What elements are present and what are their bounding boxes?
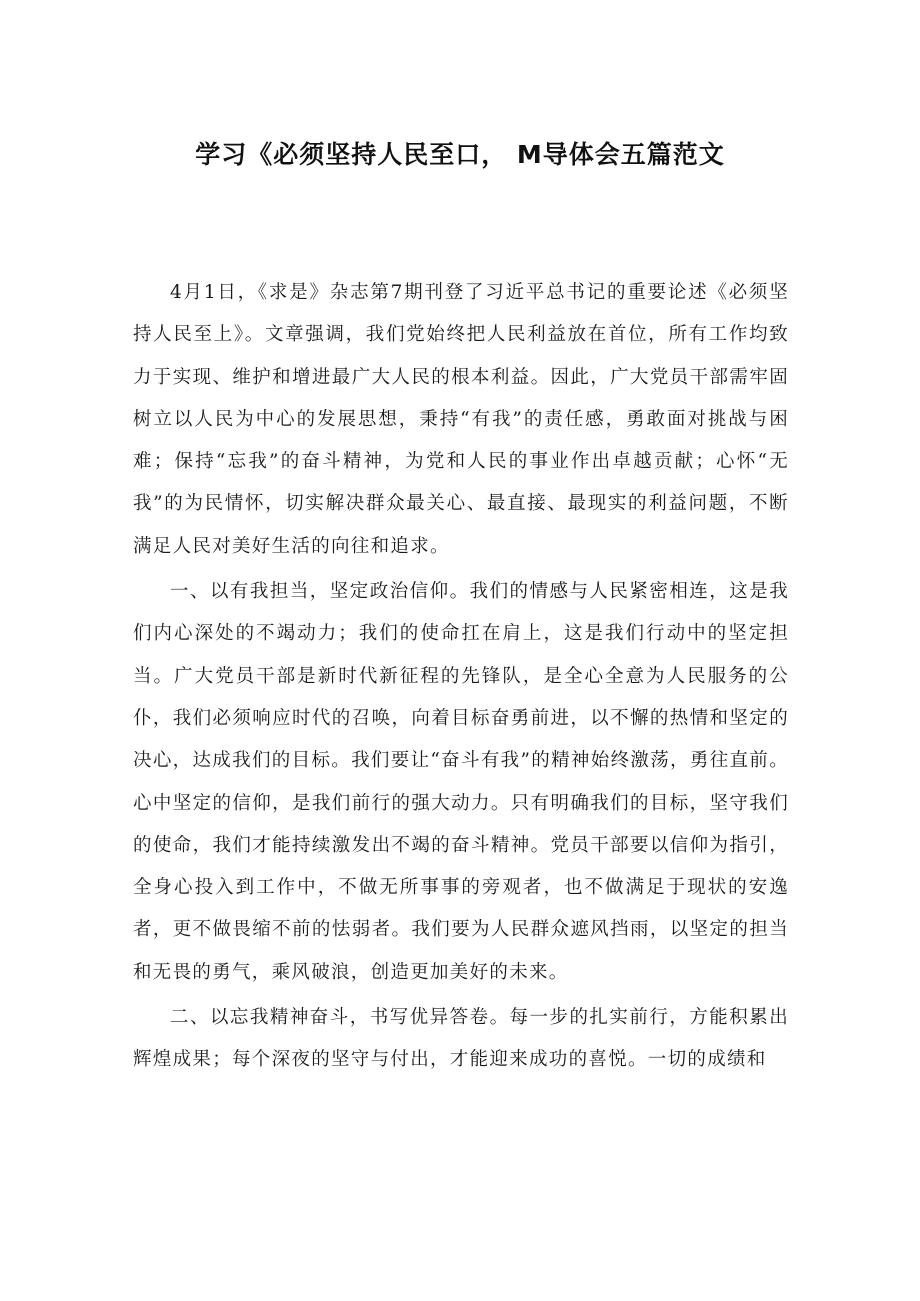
paragraph-section-two: 二、以忘我精神奋斗，书写优异答卷。每一步的扎实前行，方能积累出辉煌成果；每个深夜的坚守与付出，才能迎来成功的喜悦。一切的成绩和 (133, 1007, 789, 1071)
document-body (133, 272, 789, 1085)
document-title: 学习《必须坚持人民至口， M导体会五篇范文 (195, 140, 725, 169)
paragraph-intro: 4月1日，《求是》杂志第7期刊登了习近平总书记的重要论述《必须坚持人民至上》。文章强调，我们党始终把人民利益放在首位，所有工作均致力于实现、维护和增进最广大人民的根本利益。因此，广大党员干部需牢固树立以人民为中心的发展思想，秉持“有我”的责任感，勇敢面对挑战与困难；保持“忘我”的奋斗精神，为党和人民的事业作出卓越贡献；心怀“无我”的为民情怀，切实解决群众最关心、最直接、最现实的利益问题，不断满足人民对美好生活的向往和追求。 (133, 282, 789, 557)
paragraph-section-one: 一、以有我担当，坚定政治信仰。我们的情感与人民紧密相连，这是我们内心深处的不竭动力；我们的使命扛在肩上，这是我们行动中的坚定担当。广大党员干部是新时代新征程的先锋队，是全心全意为人民服务的公仆，我们必须响应时代的召唤，向着目标奋勇前进，以不懈的热情和坚定的决心，达成我们的目标。我们要让“奋斗有我”的精神始终激荡，勇往直前。心中坚定的信仰，是我们前行的强大动力。只有明确我们的目标，坚守我们的使命，我们才能持续激发出不竭的奋斗精神。党员干部要以信仰为指引，全身心投入到工作中，不做无所事事的旁观者，也不做满足于现状的安逸者，更不做畏缩不前的怯弱者。我们要为人民群众遮风挡雨，以坚定的担当和无畏的勇气，乘风破浪，创造更加美好的未来。 (133, 581, 789, 983)
